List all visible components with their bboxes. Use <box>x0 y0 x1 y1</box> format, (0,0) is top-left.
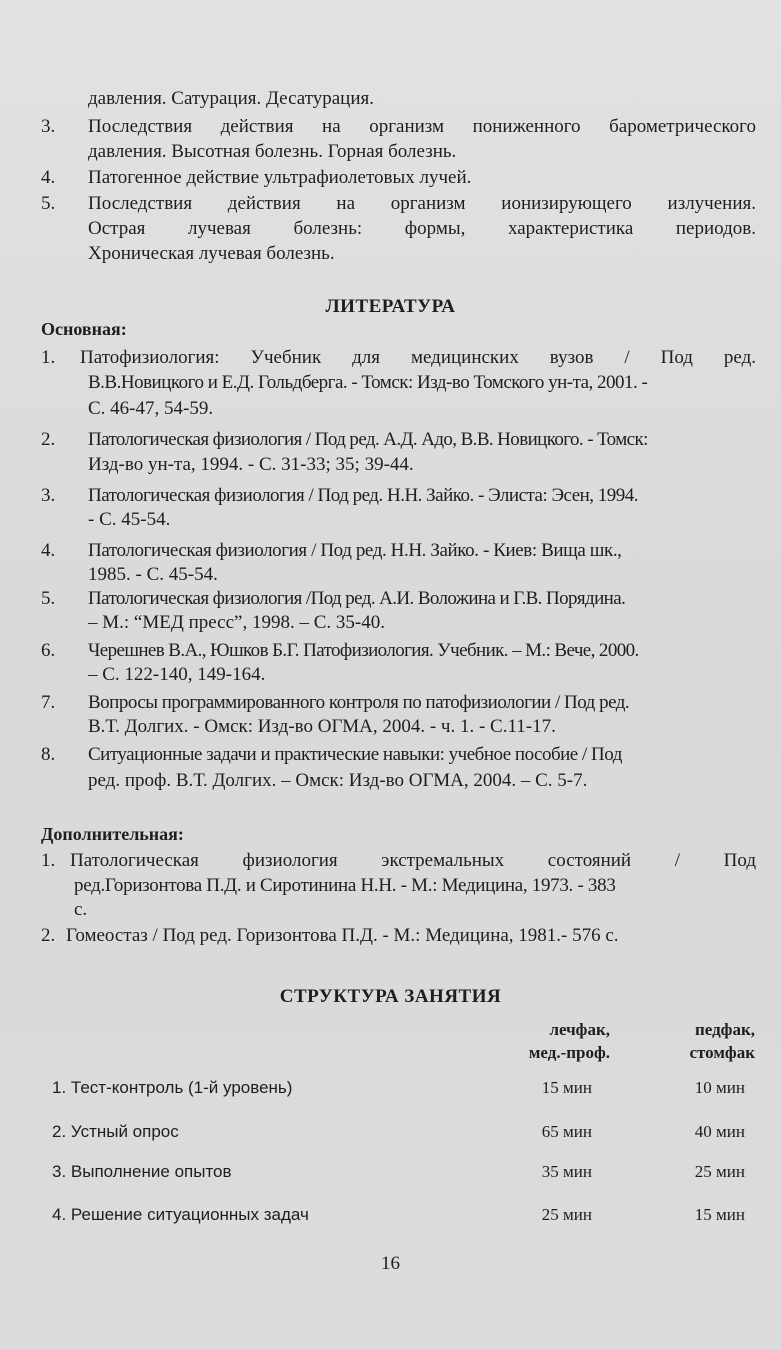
section-heading-structure: СТРУКТУРА ЗАНЯТИЯ <box>279 986 502 1007</box>
list-item-line: 1985. - С. 45-54. <box>88 564 218 585</box>
list-item-line: Вопросы программированного контроля по патофизиологии / Под ред. <box>88 692 630 713</box>
list-item-line: Патогенное действие ультрафиолетовых лучей. <box>88 167 472 188</box>
list-number: 1. <box>41 850 56 871</box>
list-item-line: Патологическая физиология /Под ред. А.И. Воложина и Г.В. Порядина. <box>88 588 626 609</box>
table-row-label: 3. Выполнение опытов <box>52 1162 232 1181</box>
column-header-2: педфак, стомфак <box>689 1020 755 1062</box>
list-item-line: Изд-во ун-та, 1994. - С. 31-33; 35; 39-44. <box>88 454 414 475</box>
list-number: 2. <box>41 429 56 450</box>
list-item-line: В.В.Новицкого и Е.Д. Гольдберга. - Томск: Изд-во Томского ун-та, 2001. - <box>88 372 648 393</box>
list-item-line: ред. проф. В.Т. Долгих. – Омск: Изд-во ОГМА, 2004. – С. 5-7. <box>88 770 588 791</box>
table-cell: 25 мин <box>541 1205 592 1224</box>
list-item-line: Хроническая лучевая болезнь. <box>88 243 335 264</box>
list-item-line: давления. Высотная болезнь. Горная болезнь. <box>88 141 457 162</box>
table-row-label: 4. Решение ситуационных задач <box>52 1205 309 1224</box>
table-cell: 25 мин <box>694 1162 745 1181</box>
column-header-1: лечфак, мед.-проф. <box>528 1020 610 1062</box>
table-cell: 15 мин <box>541 1078 592 1097</box>
table-cell: 35 мин <box>541 1162 592 1181</box>
table-cell: 15 мин <box>694 1205 745 1224</box>
list-number: 6. <box>41 640 56 661</box>
list-number: 2. <box>41 925 56 946</box>
list-number: 7. <box>41 692 56 713</box>
list-item-line: - С. 45-54. <box>88 509 171 530</box>
list-item-line: – С. 122-140, 149-164. <box>88 664 266 685</box>
list-item-line: Патологическая физиология / Под ред. А.Д. Адо, В.В. Новицкого. - Томск: <box>88 429 648 450</box>
table-cell: 65 мин <box>541 1122 592 1141</box>
list-item-line: С. 46-47, 54-59. <box>88 398 214 419</box>
list-item-line: Черешнев В.А., Юшков Б.Г. Патофизиология. Учебник. – М.: Вече, 2000. <box>88 640 639 661</box>
list-item-line: Патологическая физиология / Под ред. Н.Н. Зайко. - Киев: Вища шк., <box>88 540 622 561</box>
table-cell: 40 мин <box>694 1122 745 1141</box>
list-number: 4. <box>41 540 56 561</box>
list-number: 3. <box>41 485 56 506</box>
list-number: 5. <box>41 588 56 609</box>
list-item-line: Патологическая физиология экстремальных состояний / Под <box>70 850 756 871</box>
list-item-line: ред.Горизонтова П.Д. и Сиротинина Н.Н. - М.: Медицина, 1973. - 383 <box>74 875 616 896</box>
list-item-line: Патофизиология: Учебник для медицинских вузов / Под ред. <box>80 347 756 368</box>
table-row-label: 1. Тест-контроль (1-й уровень) <box>52 1078 293 1097</box>
list-number: 4. <box>41 167 56 188</box>
list-item-line: Гомеостаз / Под ред. Горизонтова П.Д. - М.: Медицина, 1981.- 576 с. <box>66 925 619 946</box>
list-item-line: с. <box>74 899 88 920</box>
list-item-line: – М.: “МЕД пресс”, 1998. – С. 35-40. <box>88 612 385 633</box>
list-number: 3. <box>41 116 56 137</box>
table-cell: 10 мин <box>694 1078 745 1097</box>
section-heading-literature: ЛИТЕРАТУРА <box>325 296 456 317</box>
page-number: 16 <box>381 1253 400 1274</box>
list-item-continuation: давления. Сатурация. Десатурация. <box>88 88 375 109</box>
subheading-additional: Дополнительная: <box>41 824 184 844</box>
subheading-main: Основная: <box>41 319 127 339</box>
list-number: 1. <box>41 347 56 368</box>
list-item-line: Последствия действия на организм ионизирующего излучения. <box>88 193 756 214</box>
table-row-label: 2. Устный опрос <box>52 1122 179 1141</box>
list-item-line: Последствия действия на организм пониженного барометрического <box>88 116 756 137</box>
list-item-line: Ситуационные задачи и практические навыки: учебное пособие / Под <box>88 744 622 765</box>
list-item-line: В.Т. Долгих. - Омск: Изд-во ОГМА, 2004. - ч. 1. - С.11-17. <box>88 716 556 737</box>
list-item-line: Патологическая физиология / Под ред. Н.Н. Зайко. - Элиста: Эсен, 1994. <box>88 485 639 506</box>
list-item-line: Острая лучевая болезнь: формы, характеристика периодов. <box>88 218 756 239</box>
list-number: 5. <box>41 193 56 214</box>
list-number: 8. <box>41 744 56 765</box>
